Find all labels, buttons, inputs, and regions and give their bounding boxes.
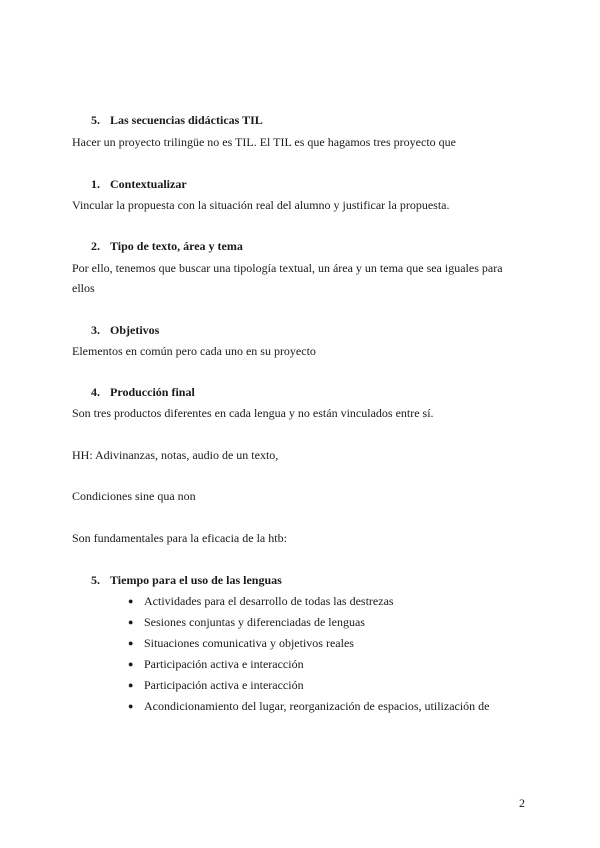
- section-heading: 4. Producción final: [91, 385, 195, 399]
- section-heading-title: Las secuencias didácticas TIL: [110, 113, 263, 127]
- list-item: [128, 594, 394, 609]
- list-item-text: Participación activa e interacción: [144, 678, 304, 692]
- list-item-text: Sesiones conjuntas y diferenciadas de lenguas: [144, 615, 365, 629]
- section-heading-title: Contextualizar: [110, 177, 187, 191]
- list-item-text: Situaciones comunicativa y objetivos reales: [144, 636, 354, 650]
- section-heading: 5. Las secuencias didácticas TIL: [91, 113, 263, 127]
- list-item-text: Actividades para el desarrollo de todas las destrezas: [144, 594, 394, 608]
- bullet-icon: ●: [128, 617, 134, 627]
- paragraph: Vincular la propuesta con la situación real del alumno y justificar la propuesta.: [72, 198, 450, 212]
- section-heading: 5. Tiempo para el uso de las lenguas: [91, 573, 282, 587]
- paragraph: Condiciones sine qua non: [72, 489, 196, 503]
- paragraph: Son fundamentales para la eficacia de la htb:: [72, 531, 287, 545]
- bullet-icon: ●: [128, 680, 134, 690]
- list-item-text: Acondicionamiento del lugar, reorganización de espacios, utilización de: [144, 699, 490, 713]
- list-item: [128, 657, 304, 672]
- page-number: 2: [519, 796, 525, 810]
- paragraph: Por ello, tenemos que buscar una tipología textual, un área y un tema que sea iguales para: [72, 261, 503, 275]
- list-item: [128, 699, 490, 714]
- bullet-icon: ●: [128, 596, 134, 606]
- bullet-icon: ●: [128, 659, 134, 669]
- bullet-icon: ●: [128, 701, 134, 711]
- section-heading-title: Tiempo para el uso de las lenguas: [110, 573, 282, 587]
- section-heading-title: Objetivos: [110, 323, 160, 337]
- section-heading-title: Tipo de texto, área y tema: [110, 239, 243, 253]
- paragraph: Son tres productos diferentes en cada lengua y no están vinculados entre sí.: [72, 406, 434, 420]
- section-heading: 2. Tipo de texto, área y tema: [91, 239, 243, 253]
- paragraph: Elementos en común pero cada uno en su proyecto: [72, 344, 316, 358]
- paragraph: ellos: [72, 281, 95, 295]
- list-item-text: Participación activa e interacción: [144, 657, 304, 671]
- list-item: [128, 678, 304, 693]
- list-item: [128, 636, 354, 651]
- paragraph: Hacer un proyecto trilingüe no es TIL. El TIL es que hagamos tres proyecto que: [72, 135, 456, 149]
- section-heading-title: Producción final: [110, 385, 195, 399]
- section-heading: 1. Contextualizar: [91, 177, 187, 191]
- section-heading: 3. Objetivos: [91, 323, 160, 337]
- bullet-icon: ●: [128, 638, 134, 648]
- paragraph: HH: Adivinanzas, notas, audio de un texto,: [72, 448, 279, 462]
- list-item: [128, 615, 365, 630]
